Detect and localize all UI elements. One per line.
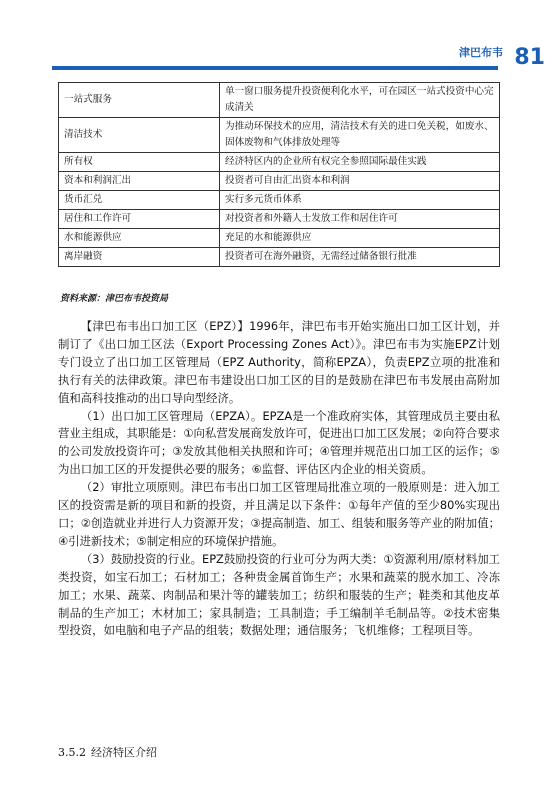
table-cell-item: 离岸融资 — [59, 248, 220, 267]
header-rule — [52, 66, 498, 70]
policy-table-body — [59, 83, 500, 267]
table-row — [59, 83, 500, 118]
table-cell-desc: 对投资者和外籍人士发放工作和居住许可 — [220, 210, 500, 229]
table-cell-item: 水和能源供应 — [59, 229, 220, 248]
table-cell-desc: 为推动环保技术的应用，清洁技术有关的进口免关税，如废水、固体废物和气体排放处理等 — [220, 118, 500, 153]
table-row — [59, 210, 500, 229]
table-cell-item: 居住和工作许可 — [59, 210, 220, 229]
paragraph-approval-principles: （2）审批立项原则。津巴布韦出口加工区管理局批准立项的一般原则是：进入加工区的投资需是新的项目和新的投资，并且满足以下条件：①每年产值的至少80%实现出口；②创造就业并进行人力资源开发；③提高制造、加工、组装和服务等产业的附加值；④引进新技术；⑤制定相应的环境保护措施。 — [58, 480, 500, 548]
body-text — [58, 318, 500, 640]
page-number: 81 — [514, 45, 545, 70]
section-number: 3.5.2 — [58, 746, 86, 759]
table-cell-desc: 充足的水和能源供应 — [220, 229, 500, 248]
table-row — [59, 248, 500, 267]
section-heading — [58, 744, 157, 760]
table-cell-desc: 投资者可自由汇出资本和利润 — [220, 172, 500, 191]
running-header-title: 津巴布韦 — [459, 46, 503, 59]
paragraph-encouraged-industries: （3）鼓励投资的行业。EPZ鼓励投资的行业可分为两大类：①资源利用/原材料加工类投资，如宝石加工；石材加工；各种贵金属首饰生产；水果和蔬菜的脱水加工、冷冻加工；水果、蔬菜、肉制品和果汁等的罐装加工；纺织和服装的生产；鞋类和其他皮革制品的生产加工；木材加工；家具制造；工具制造；手工编制羊毛制品等。②技术密集型投资，如电脑和电子产品的组装；数据处理；通信服务；飞机维修；工程项目等。 — [58, 551, 500, 638]
paragraph-epz-intro: 【津巴布韦出口加工区（EPZ）】1996年，津巴布韦开始实施出口加工区计划，并制订了《出口加工区法（Export Processing Zones Act）》。津巴布韦为实施EPZ计划专门设立了出口加工区管理局（EPZ Authority，简称EPZA），负责EPZ立项的批准和执行有关的法律政策。津巴布韦建设出口加工区的目的是鼓励在津巴布韦发展由高附加值和高科技推动的出口导向型经济。 — [58, 319, 500, 405]
table-row — [59, 118, 500, 153]
table-cell-item: 一站式服务 — [59, 83, 220, 118]
table-cell-desc: 经济特区内的企业所有权完全参照国际最佳实践 — [220, 153, 500, 172]
table-cell-item: 资本和利润汇出 — [59, 172, 220, 191]
table-row — [59, 153, 500, 172]
policy-table — [58, 82, 500, 267]
table-cell-desc: 单一窗口服务提升投资便利化水平，可在园区一站式投资中心完成清关 — [220, 83, 500, 118]
table-cell-desc: 投资者可在海外融资，无需经过储备银行批准 — [220, 248, 500, 267]
table-row — [59, 172, 500, 191]
table-row — [59, 191, 500, 210]
table-source-note: 资料来源：津巴布韦投资局 — [60, 294, 169, 304]
section-title: 经济特区介绍 — [91, 746, 157, 759]
table-cell-desc: 实行多元货币体系 — [220, 191, 500, 210]
table-cell-item: 所有权 — [59, 153, 220, 172]
paragraph-epza: （1）出口加工区管理局（EPZA）。EPZA是一个准政府实体，其管理成员主要由私营业主组成，其职能是：①向私营发展商发放许可，促进出口加工区发展；②向符合要求的公司发放投资许可；③发放其他相关执照和许可；④管理并规范出口加工区的运作；⑤为出口加工区的开发提供必要的服务；⑥监督、评估区内企业的相关资质。 — [58, 408, 500, 477]
table-cell-item: 货币汇兑 — [59, 191, 220, 210]
table-row — [59, 229, 500, 248]
table-cell-item: 清洁技术 — [59, 118, 220, 153]
